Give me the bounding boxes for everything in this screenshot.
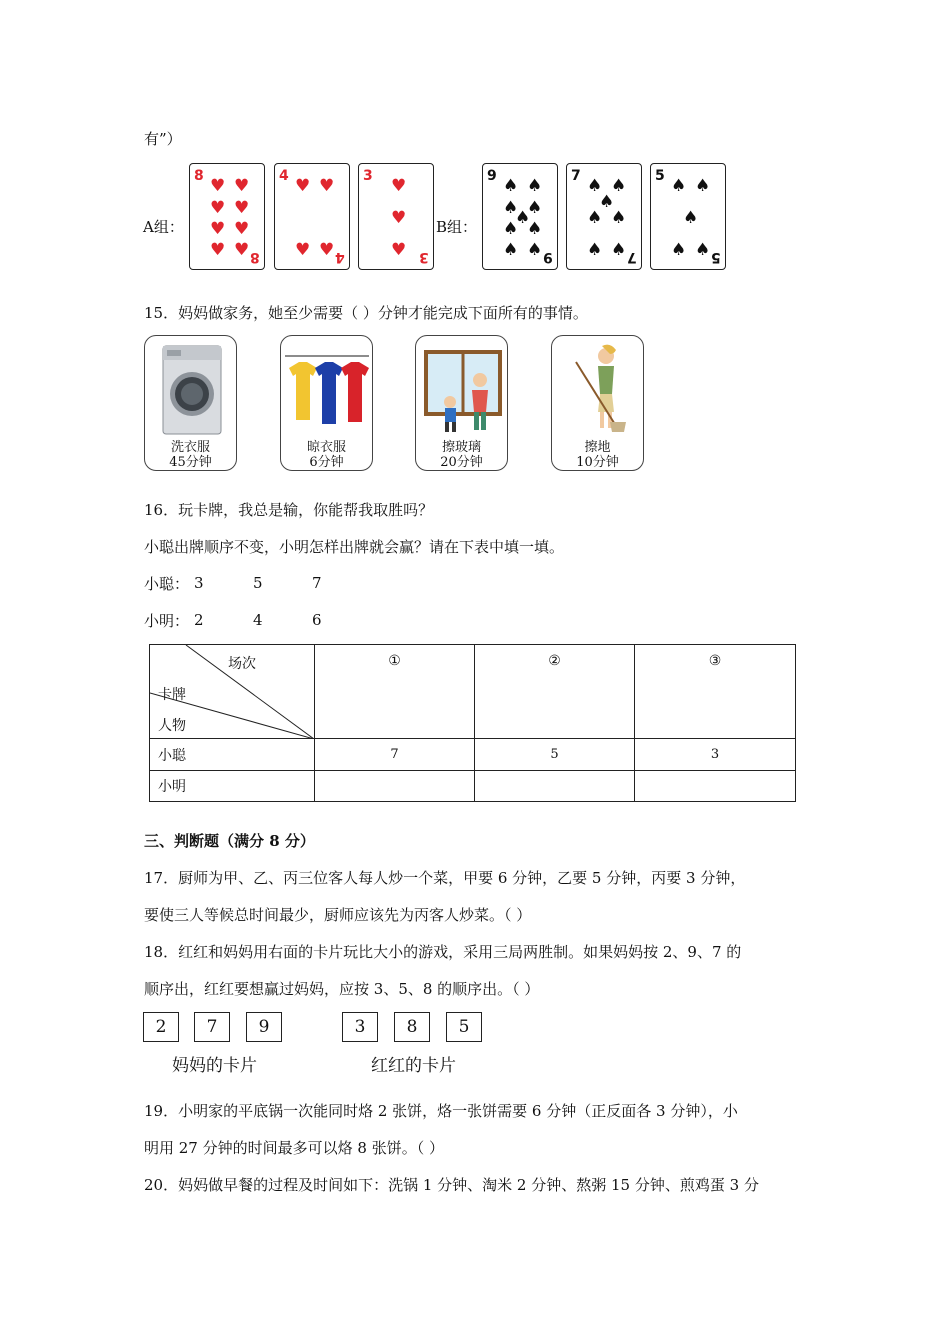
chore-name: 擦玻璃 <box>441 440 481 455</box>
heart-icon: ♥ <box>391 208 407 228</box>
q16-title: 16．玩卡牌，我总是输，你能帮我取胜吗？ <box>144 501 434 519</box>
round-header: ① <box>315 645 475 739</box>
card-order-table <box>149 644 796 802</box>
spade-icon: ♠ <box>695 176 711 196</box>
window-cleaning-icon <box>424 350 502 434</box>
spade-icon: ♠ <box>503 219 519 239</box>
heart-icon: ♥ <box>295 240 311 260</box>
q18-line2: 顺序出，红红要想赢过妈妈，应按 3、5、8 的顺序出。（ ） <box>144 980 540 998</box>
card-rank: 8 <box>250 249 260 265</box>
heart-icon: ♥ <box>234 176 250 196</box>
spade-icon: ♠ <box>503 176 519 196</box>
xiaocong-card: 7 <box>312 574 322 592</box>
spade-icon: ♠ <box>587 176 603 196</box>
round-header: ③ <box>635 645 796 739</box>
heart-icon: ♥ <box>210 240 226 260</box>
chore-card-glass <box>415 335 508 471</box>
spade-icon: ♠ <box>503 240 519 260</box>
heart-icon: ♥ <box>319 176 335 196</box>
chore-card-mopping <box>551 335 644 471</box>
q20-line1: 20．妈妈做早餐的过程及时间如下：洗锅 1 分钟、淘米 2 分钟、熬粥 15 分钟、煎鸡蛋 3 分 <box>144 1176 759 1194</box>
table-cell: 3 <box>635 739 796 771</box>
xiaoming-card: 4 <box>253 611 263 629</box>
heart-icon: ♥ <box>210 176 226 196</box>
spade-icon: ♠ <box>611 176 627 196</box>
mom-card: 9 <box>246 1012 282 1042</box>
q19-line2: 明用 27 分钟的时间最多可以烙 8 张饼。（ ） <box>144 1139 444 1157</box>
spade-icon: ♠ <box>587 208 603 228</box>
card-rank: 5 <box>655 168 665 184</box>
card-rank: 4 <box>335 249 345 265</box>
mopping-icon <box>566 342 632 436</box>
card-rank: 7 <box>627 249 637 265</box>
corner-person-label: 人物 <box>158 718 186 734</box>
card-rank: 9 <box>543 249 553 265</box>
card-rank: 7 <box>571 168 581 184</box>
answer-cell[interactable] <box>635 771 796 802</box>
spade-icon: ♠ <box>527 176 543 196</box>
chore-time: 6分钟 <box>309 455 344 470</box>
answer-cell[interactable] <box>475 771 635 802</box>
corner-card-label: 卡牌 <box>158 687 186 703</box>
chore-time: 20分钟 <box>440 455 483 470</box>
card-rank: 3 <box>419 249 429 265</box>
spade-icon: ♠ <box>527 219 543 239</box>
hong-card: 5 <box>446 1012 482 1042</box>
spade-icon: ♠ <box>683 208 699 228</box>
q19-line1: 19．小明家的平底锅一次能同时烙 2 张饼，烙一张饼需要 6 分钟（正反面各 3 分钟），小 <box>144 1102 738 1120</box>
card-rank: 9 <box>487 168 497 184</box>
card-heart-8 <box>189 163 265 270</box>
spade-icon: ♠ <box>695 240 711 260</box>
heart-icon: ♥ <box>234 219 250 239</box>
card-heart-4 <box>274 163 350 270</box>
spade-icon: ♠ <box>671 240 687 260</box>
spade-icon: ♠ <box>515 208 531 228</box>
hong-card: 3 <box>342 1012 378 1042</box>
card-spade-7 <box>566 163 642 270</box>
mom-card: 7 <box>194 1012 230 1042</box>
xiaoming-card: 6 <box>312 611 322 629</box>
heart-icon: ♥ <box>391 176 407 196</box>
card-rank: 8 <box>194 168 204 184</box>
xiaocong-card: 3 <box>194 574 204 592</box>
q18-line1: 18．红红和妈妈用右面的卡片玩比大小的游戏，采用三局两胜制。如果妈妈按 2、9、7 的 <box>144 943 742 961</box>
group-a-label: A组： <box>143 218 184 236</box>
heart-icon: ♥ <box>319 240 335 260</box>
chore-name: 洗衣服 <box>170 440 210 455</box>
xiaoming-card: 2 <box>194 611 204 629</box>
section-heading: 三、判断题（满分 8 分） <box>144 832 315 850</box>
spade-icon: ♠ <box>611 208 627 228</box>
q16-desc: 小聪出牌顺序不变，小明怎样出牌就会赢？请在下表中填一填。 <box>144 538 565 556</box>
card-heart-3 <box>358 163 434 270</box>
card-rank: 5 <box>711 249 721 265</box>
mom-card: 2 <box>143 1012 179 1042</box>
chore-time: 45分钟 <box>169 455 212 470</box>
row-label-xiaocong: 小聪 <box>150 739 315 771</box>
spade-icon: ♠ <box>599 192 615 212</box>
card-spade-9 <box>482 163 558 270</box>
heart-icon: ♥ <box>210 219 226 239</box>
xiaocong-label: 小聪： <box>144 575 190 593</box>
spade-icon: ♠ <box>587 240 603 260</box>
table-cell: 7 <box>315 739 475 771</box>
spade-icon: ♠ <box>671 176 687 196</box>
hong-cards-caption: 红红的卡片 <box>371 1056 456 1076</box>
row-label-xiaoming: 小明 <box>150 771 315 802</box>
xiaocong-card: 5 <box>253 574 263 592</box>
heart-icon: ♥ <box>295 176 311 196</box>
group-b-label: B组： <box>436 218 478 236</box>
corner-round-label: 场次 <box>228 656 256 672</box>
washing-machine-icon <box>161 344 223 436</box>
chore-name: 擦地 <box>584 440 611 455</box>
table-corner-cell <box>150 645 315 739</box>
heart-icon: ♥ <box>391 240 407 260</box>
clothes-icon <box>283 344 371 432</box>
heart-icon: ♥ <box>234 198 250 218</box>
card-rank: 4 <box>279 168 289 184</box>
q17-line2: 要使三人等候总时间最少，厨师应该先为丙客人炒菜。（ ） <box>144 906 532 924</box>
q17-line1: 17．厨师为甲、乙、丙三位客人每人炒一个菜，甲要 6 分钟，乙要 5 分钟，丙要 3 分钟， <box>144 869 746 887</box>
spade-icon: ♠ <box>527 198 543 218</box>
heart-icon: ♥ <box>210 198 226 218</box>
chore-name: 晾衣服 <box>306 440 346 455</box>
chore-card-drying <box>280 335 373 471</box>
q15-text: 15．妈妈做家务，她至少需要（ ）分钟才能完成下面所有的事情。 <box>144 304 588 322</box>
hong-card: 8 <box>394 1012 430 1042</box>
q14-tail: 有”） <box>144 130 182 148</box>
spade-icon: ♠ <box>611 240 627 260</box>
spade-icon: ♠ <box>527 240 543 260</box>
answer-cell[interactable] <box>315 771 475 802</box>
heart-icon: ♥ <box>234 240 250 260</box>
chore-time: 10分钟 <box>576 455 619 470</box>
chore-card-washing <box>144 335 237 471</box>
xiaoming-label: 小明： <box>144 612 190 630</box>
mom-cards-caption: 妈妈的卡片 <box>172 1056 257 1076</box>
card-spade-5 <box>650 163 726 270</box>
round-header: ② <box>475 645 635 739</box>
spade-icon: ♠ <box>503 198 519 218</box>
table-cell: 5 <box>475 739 635 771</box>
card-rank: 3 <box>363 168 373 184</box>
